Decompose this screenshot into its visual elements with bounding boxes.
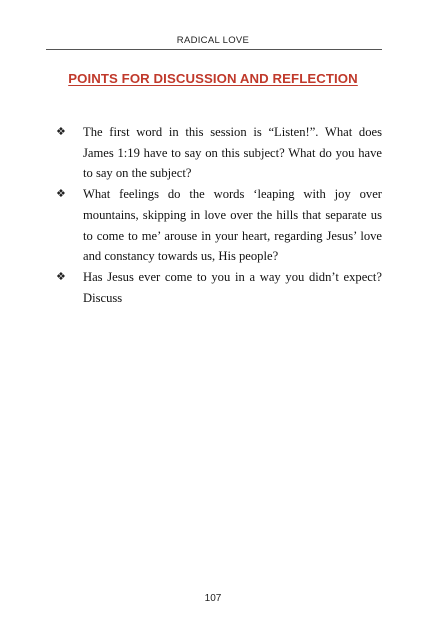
page-number: 107 xyxy=(204,593,222,604)
running-header: RADICAL LOVE xyxy=(176,35,250,46)
discussion-point xyxy=(56,267,382,308)
diamond-bullet-icon: ❖ xyxy=(56,187,66,201)
header-divider xyxy=(46,49,382,50)
section-title xyxy=(0,70,426,88)
discussion-point-text: What feelings do the words ‘leaping with joy over mountains, skipping in love over the hills that separate us to come to me’ arouse in your heart, regarding Jesus’ love and constancy towards us, His people? xyxy=(83,187,382,264)
discussion-point-text: The first word in this session is “Listen!”. What does James 1:19 have to say on this subject? What do you have to say on the subject? xyxy=(83,125,382,181)
discussion-point xyxy=(56,122,382,184)
discussion-point-text: Has Jesus ever come to you in a way you didn’t expect? Discuss xyxy=(83,269,382,305)
section-title-text: POINTS FOR DISCUSSION AND REFLECTION xyxy=(68,71,358,86)
diamond-bullet-icon: ❖ xyxy=(56,269,66,283)
diamond-bullet-icon: ❖ xyxy=(56,125,66,138)
discussion-point xyxy=(56,184,382,267)
discussion-points-list xyxy=(56,122,382,308)
